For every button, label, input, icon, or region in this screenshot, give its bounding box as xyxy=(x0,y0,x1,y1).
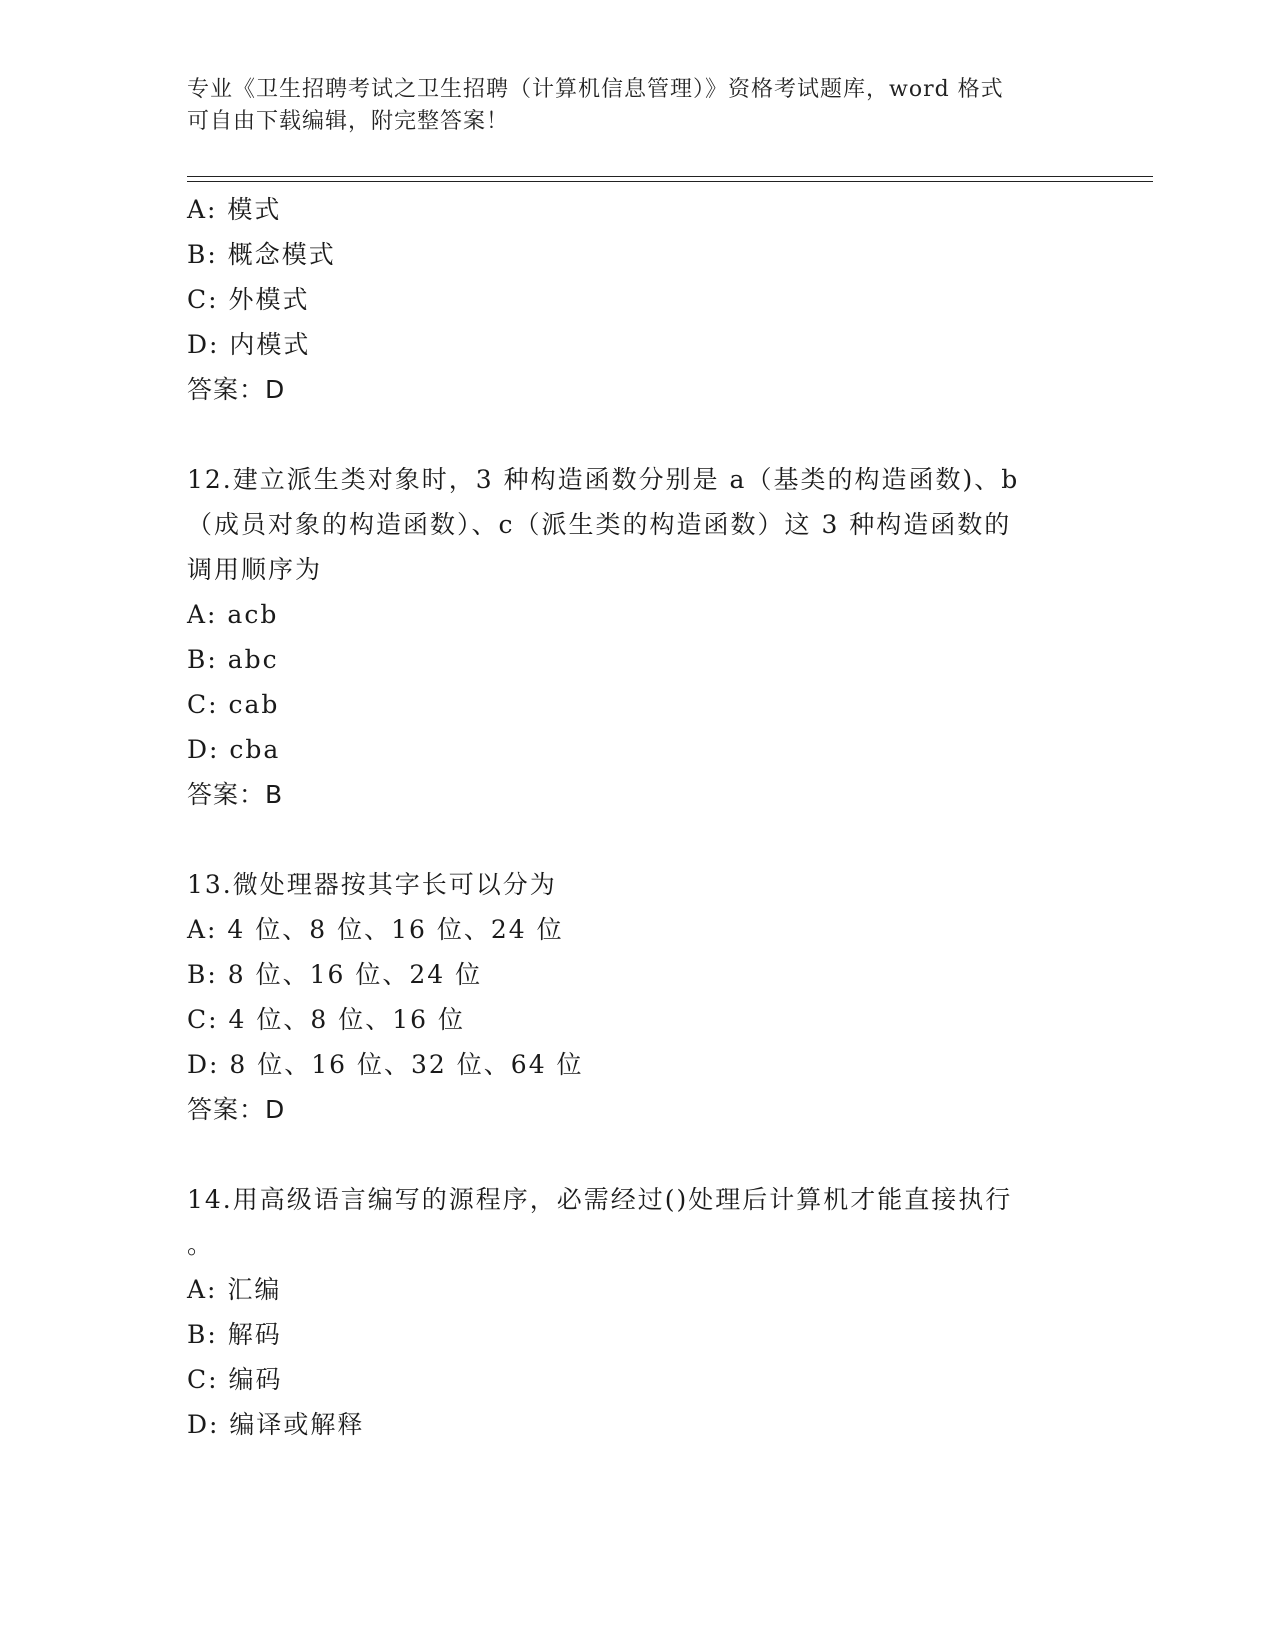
q11-option-d: D: 内模式 xyxy=(187,330,311,359)
header-line-1: 专业《卫生招聘考试之卫生招聘（计算机信息管理）》资格考试题库，word 格式 xyxy=(187,77,1004,102)
q14-option-a: A: 汇编 xyxy=(187,1275,282,1304)
q14-option-d: D: 编译或解释 xyxy=(187,1410,365,1439)
q12-stem-line-3: 调用顺序为 xyxy=(187,555,323,584)
q13-answer: 答案：D xyxy=(187,1095,286,1124)
q11-answer: 答案：D xyxy=(187,375,286,404)
header-divider-bottom xyxy=(187,181,1153,182)
q13-stem-line-1: 13.微处理器按其字长可以分为 xyxy=(187,870,557,899)
q13-option-b: B: 8 位、16 位、24 位 xyxy=(187,960,483,989)
q11-option-a: A: 模式 xyxy=(187,195,282,224)
q12-option-a: A: acb xyxy=(187,600,279,629)
q13-option-d: D: 8 位、16 位、32 位、64 位 xyxy=(187,1050,584,1079)
q11-option-c: C: 外模式 xyxy=(187,285,310,314)
q12-stem-line-1: 12.建立派生类对象时，3 种构造函数分别是 a（基类的构造函数)、b xyxy=(187,465,1020,494)
q14-option-b: B: 解码 xyxy=(187,1320,282,1349)
q14-stem-line-2: 。 xyxy=(187,1230,215,1259)
q12-option-d: D: cba xyxy=(187,735,281,764)
q12-option-c: C: cab xyxy=(187,690,280,719)
q13-option-a: A: 4 位、8 位、16 位、24 位 xyxy=(187,915,564,944)
header-divider-top xyxy=(187,176,1153,177)
q14-option-c: C: 编码 xyxy=(187,1365,283,1394)
q13-option-c: C: 4 位、8 位、16 位 xyxy=(187,1005,465,1034)
q12-stem-line-2: （成员对象的构造函数）、c（派生类的构造函数）这 3 种构造函数的 xyxy=(187,510,1012,539)
header-line-2: 可自由下载编辑，附完整答案！ xyxy=(187,109,510,134)
q14-stem-line-1: 14.用高级语言编写的源程序，必需经过()处理后计算机才能直接执行 xyxy=(187,1185,1013,1214)
q12-answer: 答案：B xyxy=(187,780,284,809)
document-header xyxy=(187,74,1087,138)
q12-option-b: B: abc xyxy=(187,645,279,674)
q11-option-b: B: 概念模式 xyxy=(187,240,336,269)
